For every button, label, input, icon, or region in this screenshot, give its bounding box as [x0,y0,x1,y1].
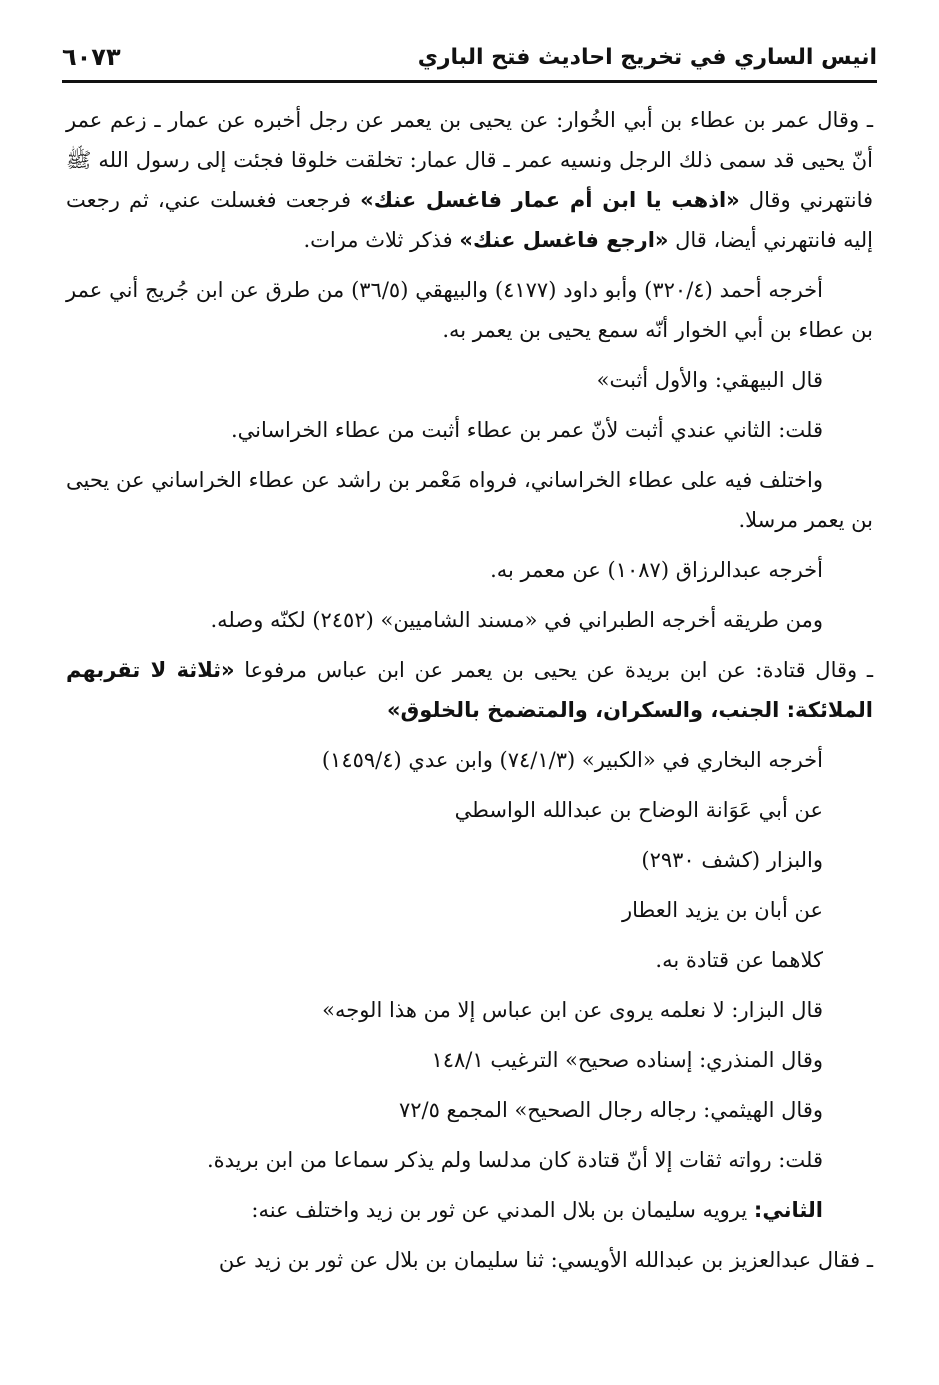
book-title: انيس الساري في تخريج احاديث فتح الباري [417,44,877,70]
paragraph [66,740,873,780]
text-run: قلت: رواته ثقات إلا أنّ قتادة كان مدلسا ولم يذكر سماعا من ابن بريدة. [206,1148,823,1172]
page-number: ٦٠٧٣ [62,43,121,71]
text-run: وقال المنذري: إسناده صحيح» الترغيب ١٤٨/١ [431,1048,823,1072]
text-run: عن أبي عَوَانة الوضاح بن عبدالله الواسطي [454,798,823,822]
text-run: ومن طريقه أخرجه الطبراني في «مسند الشاميين» (٢٤٥٢) لكنّه وصله. [210,608,823,632]
paragraph [66,550,873,590]
paragraph [66,600,873,640]
text-run: قال البيهقي: والأول أثبت» [596,368,823,392]
text-run: عن أبان بن يزيد العطار [622,898,823,922]
bold-text: «اذهب يا ابن أم عمار فاغسل عنك» [360,188,740,212]
text-run: قلت: الثاني عندي أثبت لأنّ عمر بن عطاء أثبت من عطاء الخراساني. [230,418,823,442]
text-run: ـ وقال عمر بن عطاء بن أبي الخُوار: عن يحيى بن يعمر عن رجل أخبره عن عمار ـ زعم عمر أنّ يحيى قد سمى ذلك الرجل ونسيه عمر ـ قال عمار: تخلقت خلوقا فجئت إلى رسول الله ﷺ فانتهرني وقال [66,108,874,212]
text-run: أخرجه البخاري في «الكبير» (٧٤/١/٣) وابن عدي (١٤٥٩/٤) [321,748,823,772]
paragraph [66,650,873,730]
text-run: يرويه سليمان بن بلال المدني عن ثور بن زيد واختلف عنه: [251,1198,754,1222]
paragraph [66,840,873,880]
text-run: فذكر ثلاث مرات. [303,228,460,252]
paragraph [66,1140,873,1180]
header-rule [62,80,877,83]
text-run: ـ وقال قتادة: عن ابن بريدة عن يحيى بن يعمر عن ابن عباس مرفوعا [234,658,873,682]
paragraph [66,1040,873,1080]
text-run: أخرجه أحمد (٣٢٠/٤) وأبو داود (٤١٧٧) والبيهقي (٣٦/٥) من طرق عن ابن جُريج أني عمر بن عطاء بن أبي الخوار أنّه سمع يحيى بن يعمر به. [66,278,873,342]
text-run: فرجعت فغسلت عني، ثم رجعت إليه فانتهرني أيضا، قال [66,188,873,252]
paragraph [66,890,873,930]
text-run: أخرجه عبدالرزاق (١٠٨٧) عن معمر به. [490,558,823,582]
text-run: والبزار (كشف ٢٩٣٠) [641,848,823,872]
text-run: كلاهما عن قتادة به. [655,948,823,972]
running-header [62,36,877,78]
paragraph [66,270,873,350]
paragraph [66,1240,873,1280]
text-run: واختلف فيه على عطاء الخراساني، فرواه مَعْمر بن راشد عن عطاء الخراساني عن يحيى بن يعمر مرسلا. [66,468,873,532]
paragraph [66,100,873,260]
paragraph [66,360,873,400]
body-text [66,100,873,1290]
paragraph [66,990,873,1030]
bold-text: «ثلاثة لا تقربهم الملائكة: الجنب، والسكران، والمتضمخ بالخلوق» [66,658,873,722]
paragraph [66,1190,873,1230]
text-run: وقال الهيثمي: رجاله رجال الصحيح» المجمع ٧٢/٥ [398,1098,823,1122]
text-run: قال البزار: لا نعلمه يروى عن ابن عباس إلا من هذا الوجه» [322,998,823,1022]
bold-text: «ارجع فاغسل عنك» [459,228,669,252]
paragraph [66,940,873,980]
text-run: ـ فقال عبدالعزيز بن عبدالله الأويسي: ثنا سليمان بن بلال عن ثور بن زيد عن [218,1248,873,1272]
paragraph [66,1090,873,1130]
paragraph [66,410,873,450]
paragraph [66,460,873,540]
paragraph [66,790,873,830]
bold-text: الثاني: [753,1198,823,1222]
